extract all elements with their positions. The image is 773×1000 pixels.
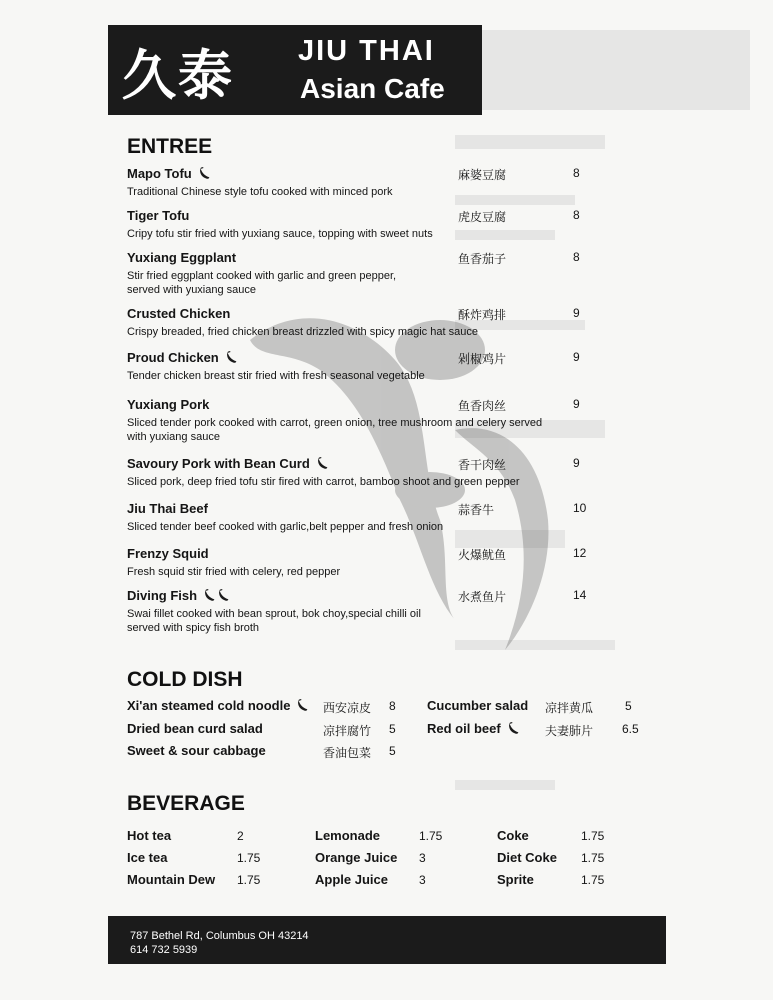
item-chinese-name: 火爆鱿鱼	[458, 548, 507, 562]
item-name: Yuxiang Pork	[127, 397, 210, 412]
item-name: Crusted Chicken	[127, 306, 231, 321]
beverage-price: 1.75	[237, 873, 261, 887]
cold-dish-name: Cucumber salad	[427, 698, 529, 713]
beverage-name: Ice tea	[127, 850, 168, 865]
cold-dish-price: 5	[389, 744, 396, 758]
menu-item-yuxiang-eggplant	[127, 250, 597, 297]
cold-dish-price: 8	[389, 699, 396, 713]
cold-dish-chinese-name: 西安凉皮	[323, 701, 372, 715]
beverage-price: 1.75	[419, 829, 443, 843]
beverage-price: 1.75	[581, 829, 605, 843]
cold-dish-price: 5	[625, 699, 632, 713]
menu-item-yuxiang-pork	[127, 397, 597, 444]
chili-pepper-icon	[225, 351, 238, 364]
chili-pepper-icon	[296, 699, 309, 712]
chili-pepper-icon	[507, 722, 520, 735]
item-price: 9	[573, 350, 580, 364]
restaurant-chinese-name: 久泰	[122, 43, 234, 107]
restaurant-name: JIU THAI	[298, 35, 435, 67]
menu-item-crusted-chicken	[127, 306, 597, 339]
entree-section-title: ENTREE	[127, 135, 213, 158]
beverage-price: 2	[237, 829, 244, 843]
menu-item-diving-fish	[127, 588, 597, 635]
item-chinese-name: 香干肉丝	[458, 458, 507, 472]
item-description: Stir fried eggplant cooked with garlic and green pepper, served with yuxiang sauce	[127, 270, 397, 296]
item-price: 9	[573, 397, 580, 411]
item-description: Sliced tender pork cooked with carrot, green onion, tree mushroom and celery served with yuxiang sauce	[127, 417, 543, 443]
item-description: Tender chicken breast stir fried with fresh seasonal vegetable	[127, 370, 425, 382]
beverage-section-title: BEVERAGE	[127, 792, 245, 815]
cold-dish-name: Dried bean curd salad	[127, 721, 263, 736]
contact-footer	[108, 916, 666, 964]
item-chinese-name: 鱼香茄子	[458, 252, 507, 266]
item-name: Frenzy Squid	[127, 546, 209, 561]
item-price: 8	[573, 166, 580, 180]
beverage-name: Mountain Dew	[127, 872, 216, 887]
cold-dish-chinese-name: 凉拌黄瓜	[545, 701, 594, 715]
beverage-name: Apple Juice	[315, 872, 388, 887]
beverage-price: 3	[419, 873, 426, 887]
item-price: 8	[573, 250, 580, 264]
cold-dish-chinese-name: 夫妻肺片	[545, 724, 594, 738]
item-description: Crispy breaded, fried chicken breast drizzled with spicy magic hat sauce	[127, 326, 478, 338]
address: 787 Bethel Rd, Columbus OH 43214	[130, 930, 309, 942]
beverage-name: Hot tea	[127, 828, 172, 843]
restaurant-subtitle: Asian Cafe	[300, 73, 445, 104]
item-chinese-name: 水煮鱼片	[458, 590, 507, 604]
beverage-price: 1.75	[581, 851, 605, 865]
item-name: Tiger Tofu	[127, 208, 190, 223]
item-chinese-name: 蒜香牛	[458, 503, 495, 517]
item-name: Mapo Tofu	[127, 166, 192, 181]
beverage-price: 3	[419, 851, 426, 865]
beverage-name: Coke	[497, 828, 529, 843]
item-description: Sliced tender beef cooked with garlic,belt pepper and fresh onion	[127, 521, 444, 533]
cold-dish-name: Sweet & sour cabbage	[127, 743, 266, 758]
beverage-price: 1.75	[581, 873, 605, 887]
cold-dish-price: 5	[389, 722, 396, 736]
item-chinese-name: 麻婆豆腐	[458, 168, 507, 182]
item-description: Sliced pork, deep fried tofu stir fired with carrot, bamboo shoot and green pepper	[127, 476, 520, 488]
cold-dish-price: 6.5	[622, 722, 639, 736]
item-name: Savoury Pork with Bean Curd	[127, 456, 310, 471]
item-name: Diving Fish	[127, 588, 198, 603]
menu-item-mapo-tofu	[127, 166, 597, 199]
item-chinese-name: 虎皮豆腐	[458, 210, 507, 224]
item-description: Fresh squid stir fried with celery, red pepper	[127, 566, 341, 578]
item-price: 14	[573, 588, 587, 602]
item-name: Jiu Thai Beef	[127, 501, 208, 516]
cold-dish-section-title: COLD DISH	[127, 668, 243, 691]
item-name: Proud Chicken	[127, 350, 219, 365]
item-description: Traditional Chinese style tofu cooked with minced pork	[127, 186, 393, 198]
item-chinese-name: 酥炸鸡排	[458, 308, 507, 322]
beverage-name: Sprite	[497, 872, 534, 887]
item-price: 8	[573, 208, 580, 222]
beverage-name: Lemonade	[315, 828, 381, 843]
item-price: 9	[573, 456, 580, 470]
beverage-name: Diet Coke	[497, 850, 557, 865]
beverage-price: 1.75	[237, 851, 261, 865]
chili-pepper-icon	[203, 589, 216, 602]
menu-item-jiu-thai-beef	[127, 501, 597, 534]
item-price: 9	[573, 306, 580, 320]
cold-dish-chinese-name: 香油包菜	[323, 746, 372, 760]
chili-pepper-icon	[217, 589, 230, 602]
item-chinese-name: 鱼香肉丝	[458, 399, 507, 413]
item-name: Yuxiang Eggplant	[127, 250, 237, 265]
cold-dish-chinese-name: 凉拌腐竹	[323, 724, 372, 738]
chili-pepper-icon	[198, 167, 211, 180]
menu-item-proud-chicken	[127, 350, 597, 383]
item-price: 12	[573, 546, 587, 560]
restaurant-logo-banner	[108, 25, 482, 115]
menu-item-tiger-tofu	[127, 208, 597, 241]
cold-dish-name: Red oil beef	[427, 721, 520, 736]
cold-dish-name: Xi'an steamed cold noodle	[127, 698, 309, 713]
chili-pepper-icon	[316, 457, 329, 470]
phone-number: 614 732 5939	[130, 944, 198, 956]
item-description: Swai fillet cooked with bean sprout, bok choy,special chilli oil served with spicy fish broth	[127, 608, 421, 634]
item-price: 10	[573, 501, 587, 515]
menu-item-savoury-pork	[127, 456, 597, 489]
beverage-name: Orange Juice	[315, 850, 398, 865]
item-description: Cripy tofu stir fried with yuxiang sauce, topping with sweet nuts	[127, 228, 433, 240]
menu-item-frenzy-squid	[127, 546, 597, 579]
item-chinese-name: 剁椒鸡片	[458, 352, 507, 366]
